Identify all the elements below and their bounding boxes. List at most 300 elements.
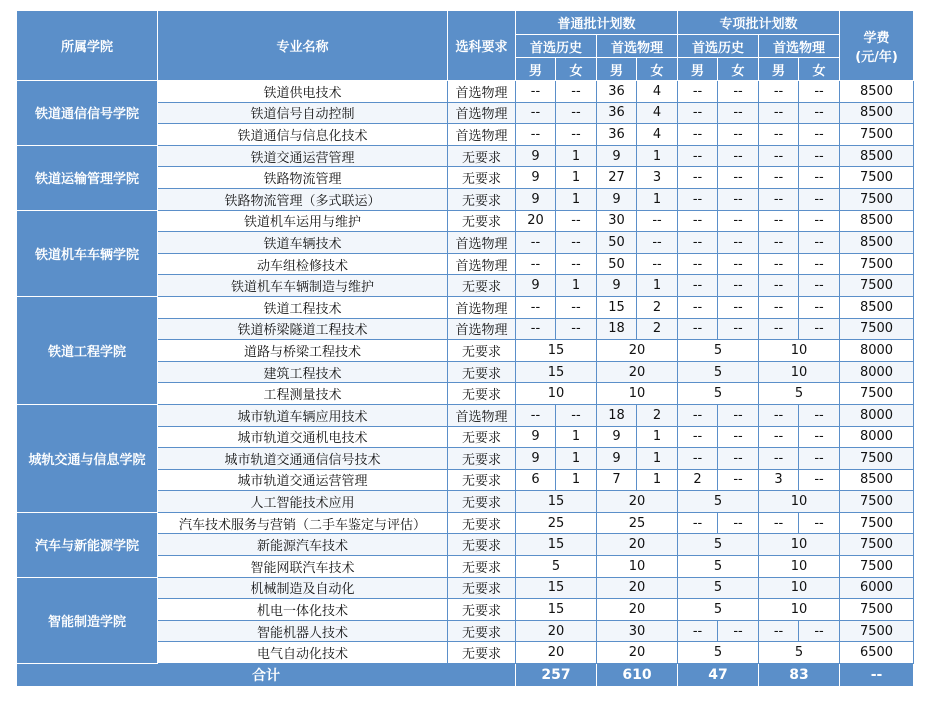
special-physics-female: -- — [799, 145, 840, 167]
general-physics-female: -- — [637, 232, 678, 254]
general-history-male: 20 — [516, 210, 556, 232]
header-tuition — [840, 11, 914, 81]
special-history-male: -- — [678, 318, 718, 340]
major-name: 城市轨道车辆应用技术 — [158, 404, 448, 426]
tuition-fee: 7500 — [840, 188, 914, 210]
major-name: 机电一体化技术 — [158, 599, 448, 621]
tuition-fee: 6500 — [840, 642, 914, 664]
special-history-female: -- — [718, 124, 759, 146]
general-history-male: 9 — [516, 275, 556, 297]
tuition-fee: 8500 — [840, 296, 914, 318]
special-physics-female: -- — [799, 253, 840, 275]
general-physics-female: 2 — [637, 296, 678, 318]
major-name: 铁道供电技术 — [158, 81, 448, 103]
subject-requirement: 首选物理 — [448, 318, 516, 340]
general-physics-female: 1 — [637, 469, 678, 491]
special-history-female: -- — [718, 253, 759, 275]
special-history-male: -- — [678, 81, 718, 103]
total-general-history: 257 — [516, 664, 597, 687]
special-history-male: -- — [678, 102, 718, 124]
general-physics-male: 50 — [597, 232, 637, 254]
special-physics-male: -- — [759, 188, 799, 210]
header-special-plan: 专项批计划数 — [678, 11, 840, 35]
tuition-fee: 7500 — [840, 620, 914, 642]
header-female: 女 — [799, 58, 840, 81]
special-history-total: 5 — [678, 642, 759, 664]
special-physics-male: -- — [759, 167, 799, 189]
college-name: 铁道通信信号学院 — [17, 81, 158, 146]
tuition-fee: 7500 — [840, 167, 914, 189]
tuition-fee: 8500 — [840, 145, 914, 167]
general-history-female: -- — [556, 81, 597, 103]
general-history-female: -- — [556, 296, 597, 318]
general-history-female: -- — [556, 318, 597, 340]
major-name: 铁道信号自动控制 — [158, 102, 448, 124]
general-history-male: 9 — [516, 188, 556, 210]
tuition-fee: 7500 — [840, 253, 914, 275]
general-history-female: -- — [556, 253, 597, 275]
special-physics-male: -- — [759, 318, 799, 340]
major-name: 城市轨道交通运营管理 — [158, 469, 448, 491]
general-history-female: -- — [556, 404, 597, 426]
subject-requirement: 首选物理 — [448, 81, 516, 103]
subject-requirement: 无要求 — [448, 491, 516, 513]
tuition-fee: 7500 — [840, 556, 914, 578]
college-name: 铁道运输管理学院 — [17, 145, 158, 210]
major-name: 动车组检修技术 — [158, 253, 448, 275]
subject-requirement: 无要求 — [448, 340, 516, 362]
special-history-total: 5 — [678, 383, 759, 405]
header-special-physics: 首选物理 — [759, 35, 840, 58]
general-physics-female: 1 — [637, 448, 678, 470]
general-history-female: 1 — [556, 167, 597, 189]
general-history-male: -- — [516, 296, 556, 318]
general-history-female: -- — [556, 124, 597, 146]
subject-requirement: 无要求 — [448, 210, 516, 232]
general-history-total: 20 — [516, 642, 597, 664]
header-female: 女 — [718, 58, 759, 81]
special-history-total: 5 — [678, 599, 759, 621]
special-history-male: -- — [678, 232, 718, 254]
major-name: 铁道通信与信息化技术 — [158, 124, 448, 146]
general-physics-male: 30 — [597, 210, 637, 232]
general-physics-male: 9 — [597, 145, 637, 167]
header-female: 女 — [556, 58, 597, 81]
general-history-male: -- — [516, 124, 556, 146]
tuition-fee: 7500 — [840, 491, 914, 513]
special-physics-male: -- — [759, 404, 799, 426]
subject-requirement: 无要求 — [448, 275, 516, 297]
tuition-fee: 7500 — [840, 318, 914, 340]
general-history-male: -- — [516, 404, 556, 426]
major-name: 道路与桥梁工程技术 — [158, 340, 448, 362]
total-label: 合计 — [17, 664, 516, 687]
tuition-fee: 7500 — [840, 275, 914, 297]
subject-requirement: 首选物理 — [448, 124, 516, 146]
total-special-physics: 83 — [759, 664, 840, 687]
college-name: 城轨交通与信息学院 — [17, 404, 158, 512]
special-physics-total: 10 — [759, 599, 840, 621]
table-footer — [17, 664, 914, 687]
general-history-total: 15 — [516, 340, 597, 362]
special-physics-total: 10 — [759, 556, 840, 578]
tuition-fee: 7500 — [840, 534, 914, 556]
tuition-fee: 8500 — [840, 102, 914, 124]
special-history-total: 5 — [678, 577, 759, 599]
general-history-male: -- — [516, 81, 556, 103]
general-physics-total: 20 — [597, 599, 678, 621]
general-history-total: 5 — [516, 556, 597, 578]
general-history-male: -- — [516, 102, 556, 124]
subject-requirement: 无要求 — [448, 534, 516, 556]
special-physics-female: -- — [799, 620, 840, 642]
special-history-male: -- — [678, 253, 718, 275]
special-history-female: -- — [718, 296, 759, 318]
special-history-female: -- — [718, 318, 759, 340]
special-physics-female: -- — [799, 232, 840, 254]
major-name: 铁路物流管理（多式联运） — [158, 188, 448, 210]
special-physics-total: 10 — [759, 340, 840, 362]
tuition-fee: 7500 — [840, 383, 914, 405]
table-row — [17, 296, 914, 318]
general-history-total: 15 — [516, 361, 597, 383]
subject-requirement: 无要求 — [448, 188, 516, 210]
header-major: 专业名称 — [158, 11, 448, 81]
general-history-female: 1 — [556, 188, 597, 210]
special-history-female: -- — [718, 512, 759, 534]
general-history-total: 15 — [516, 577, 597, 599]
general-history-male: 9 — [516, 448, 556, 470]
special-physics-female: -- — [799, 426, 840, 448]
special-history-female: -- — [718, 448, 759, 470]
total-general-physics: 610 — [597, 664, 678, 687]
special-physics-female: -- — [799, 167, 840, 189]
general-history-female: 1 — [556, 469, 597, 491]
tuition-fee: 8000 — [840, 340, 914, 362]
special-physics-female: -- — [799, 188, 840, 210]
general-history-female: 1 — [556, 448, 597, 470]
general-physics-total: 10 — [597, 556, 678, 578]
general-history-male: -- — [516, 318, 556, 340]
general-history-female: -- — [556, 102, 597, 124]
special-physics-female: -- — [799, 81, 840, 103]
major-name: 智能网联汽车技术 — [158, 556, 448, 578]
general-history-male: 9 — [516, 145, 556, 167]
special-history-female: -- — [718, 102, 759, 124]
table-row — [17, 145, 914, 167]
major-name: 汽车技术服务与营销（二手车鉴定与评估） — [158, 512, 448, 534]
special-history-male: -- — [678, 167, 718, 189]
header-subject-requirement: 选科要求 — [448, 11, 516, 81]
general-physics-total: 30 — [597, 620, 678, 642]
subject-requirement: 无要求 — [448, 383, 516, 405]
special-history-total: 5 — [678, 556, 759, 578]
general-physics-female: 3 — [637, 167, 678, 189]
subject-requirement: 无要求 — [448, 512, 516, 534]
special-physics-male: -- — [759, 448, 799, 470]
college-name: 铁道工程学院 — [17, 296, 158, 404]
general-physics-female: 4 — [637, 124, 678, 146]
special-history-male: -- — [678, 210, 718, 232]
general-history-total: 15 — [516, 534, 597, 556]
special-physics-male: -- — [759, 210, 799, 232]
special-history-female: -- — [718, 469, 759, 491]
special-history-total: 5 — [678, 491, 759, 513]
enrollment-plan-table — [16, 10, 914, 687]
special-history-male: -- — [678, 620, 718, 642]
special-history-male: -- — [678, 275, 718, 297]
general-physics-female: -- — [637, 210, 678, 232]
general-physics-total: 20 — [597, 577, 678, 599]
special-history-female: -- — [718, 145, 759, 167]
general-physics-male: 18 — [597, 404, 637, 426]
special-history-male: -- — [678, 448, 718, 470]
subject-requirement: 无要求 — [448, 167, 516, 189]
general-physics-male: 50 — [597, 253, 637, 275]
general-physics-total: 20 — [597, 361, 678, 383]
general-history-male: -- — [516, 232, 556, 254]
general-physics-female: 1 — [637, 426, 678, 448]
subject-requirement: 首选物理 — [448, 296, 516, 318]
special-history-female: -- — [718, 188, 759, 210]
general-physics-male: 18 — [597, 318, 637, 340]
special-history-male: -- — [678, 296, 718, 318]
header-male: 男 — [759, 58, 799, 81]
major-name: 铁道工程技术 — [158, 296, 448, 318]
subject-requirement: 无要求 — [448, 556, 516, 578]
general-history-female: -- — [556, 232, 597, 254]
special-physics-female: -- — [799, 404, 840, 426]
subject-requirement: 无要求 — [448, 620, 516, 642]
special-physics-female: -- — [799, 210, 840, 232]
major-name: 铁道桥梁隧道工程技术 — [158, 318, 448, 340]
general-physics-female: 4 — [637, 81, 678, 103]
college-name: 汽车与新能源学院 — [17, 512, 158, 577]
major-name: 人工智能技术应用 — [158, 491, 448, 513]
college-name: 智能制造学院 — [17, 577, 158, 663]
header-tuition-line1: 学费 — [863, 30, 890, 46]
general-history-total: 20 — [516, 620, 597, 642]
special-physics-total: 10 — [759, 361, 840, 383]
special-history-total: 5 — [678, 361, 759, 383]
general-physics-male: 36 — [597, 124, 637, 146]
special-history-female: -- — [718, 275, 759, 297]
special-physics-female: -- — [799, 102, 840, 124]
general-history-male: 9 — [516, 167, 556, 189]
special-history-male: -- — [678, 512, 718, 534]
table-row — [17, 512, 914, 534]
general-physics-total: 25 — [597, 512, 678, 534]
tuition-fee: 7500 — [840, 448, 914, 470]
special-physics-total: 5 — [759, 642, 840, 664]
special-physics-male: -- — [759, 102, 799, 124]
special-history-total: 5 — [678, 340, 759, 362]
general-physics-male: 9 — [597, 275, 637, 297]
tuition-fee: 8000 — [840, 426, 914, 448]
general-physics-female: 2 — [637, 318, 678, 340]
table-row — [17, 577, 914, 599]
subject-requirement: 首选物理 — [448, 102, 516, 124]
college-name: 铁道机车车辆学院 — [17, 210, 158, 296]
special-physics-male: -- — [759, 512, 799, 534]
tuition-fee: 8500 — [840, 469, 914, 491]
subject-requirement: 首选物理 — [448, 253, 516, 275]
general-history-male: -- — [516, 253, 556, 275]
table-row — [17, 404, 914, 426]
special-history-female: -- — [718, 426, 759, 448]
general-physics-male: 15 — [597, 296, 637, 318]
special-physics-male: -- — [759, 145, 799, 167]
subject-requirement: 无要求 — [448, 577, 516, 599]
special-physics-female: -- — [799, 512, 840, 534]
major-name: 新能源汽车技术 — [158, 534, 448, 556]
special-history-female: -- — [718, 167, 759, 189]
special-history-male: -- — [678, 188, 718, 210]
tuition-fee: 8000 — [840, 404, 914, 426]
general-history-female: -- — [556, 210, 597, 232]
header-general-history: 首选历史 — [516, 35, 597, 58]
header-male: 男 — [678, 58, 718, 81]
major-name: 电气自动化技术 — [158, 642, 448, 664]
special-history-male: -- — [678, 145, 718, 167]
special-physics-female: -- — [799, 275, 840, 297]
general-physics-male: 27 — [597, 167, 637, 189]
subject-requirement: 无要求 — [448, 469, 516, 491]
general-physics-male: 9 — [597, 188, 637, 210]
special-physics-male: -- — [759, 81, 799, 103]
tuition-fee: 8500 — [840, 210, 914, 232]
special-physics-total: 10 — [759, 577, 840, 599]
header-general-plan: 普通批计划数 — [516, 11, 678, 35]
major-name: 铁路物流管理 — [158, 167, 448, 189]
subject-requirement: 首选物理 — [448, 404, 516, 426]
general-history-female: 1 — [556, 145, 597, 167]
general-history-female: 1 — [556, 275, 597, 297]
enrollment-plan-table-container — [16, 10, 914, 687]
general-physics-male: 9 — [597, 426, 637, 448]
special-history-male: -- — [678, 426, 718, 448]
general-history-female: 1 — [556, 426, 597, 448]
subject-requirement: 首选物理 — [448, 232, 516, 254]
special-physics-male: -- — [759, 275, 799, 297]
tuition-fee: 6000 — [840, 577, 914, 599]
general-history-male: 9 — [516, 426, 556, 448]
general-history-male: 6 — [516, 469, 556, 491]
table-header — [17, 11, 914, 81]
general-physics-female: 1 — [637, 275, 678, 297]
general-history-total: 15 — [516, 599, 597, 621]
table-row — [17, 210, 914, 232]
general-physics-female: 1 — [637, 188, 678, 210]
header-general-physics: 首选物理 — [597, 35, 678, 58]
general-physics-female: 4 — [637, 102, 678, 124]
special-physics-male: -- — [759, 124, 799, 146]
header-tuition-line2: (元/年) — [855, 49, 898, 65]
special-physics-male: -- — [759, 253, 799, 275]
special-physics-total: 10 — [759, 534, 840, 556]
major-name: 机械制造及自动化 — [158, 577, 448, 599]
special-history-male: -- — [678, 404, 718, 426]
major-name: 铁道车辆技术 — [158, 232, 448, 254]
special-history-female: -- — [718, 620, 759, 642]
major-name: 城市轨道交通通信信号技术 — [158, 448, 448, 470]
subject-requirement: 无要求 — [448, 599, 516, 621]
general-physics-total: 20 — [597, 340, 678, 362]
tuition-fee: 7500 — [840, 512, 914, 534]
header-male: 男 — [516, 58, 556, 81]
special-physics-male: -- — [759, 296, 799, 318]
general-physics-total: 20 — [597, 534, 678, 556]
special-history-male: 2 — [678, 469, 718, 491]
special-physics-female: -- — [799, 469, 840, 491]
special-history-female: -- — [718, 81, 759, 103]
header-special-history: 首选历史 — [678, 35, 759, 58]
tuition-fee: 8500 — [840, 232, 914, 254]
special-physics-female: -- — [799, 318, 840, 340]
general-physics-male: 9 — [597, 448, 637, 470]
general-physics-total: 10 — [597, 383, 678, 405]
tuition-fee: 7500 — [840, 599, 914, 621]
special-history-total: 5 — [678, 534, 759, 556]
general-physics-female: -- — [637, 253, 678, 275]
general-history-total: 10 — [516, 383, 597, 405]
general-physics-total: 20 — [597, 491, 678, 513]
total-special-history: 47 — [678, 664, 759, 687]
subject-requirement: 无要求 — [448, 145, 516, 167]
major-name: 建筑工程技术 — [158, 361, 448, 383]
general-history-total: 25 — [516, 512, 597, 534]
tuition-fee: 7500 — [840, 124, 914, 146]
general-physics-female: 1 — [637, 145, 678, 167]
subject-requirement: 无要求 — [448, 642, 516, 664]
special-physics-female: -- — [799, 448, 840, 470]
special-physics-male: -- — [759, 426, 799, 448]
general-history-total: 15 — [516, 491, 597, 513]
special-physics-male: 3 — [759, 469, 799, 491]
subject-requirement: 无要求 — [448, 448, 516, 470]
special-physics-female: -- — [799, 124, 840, 146]
subject-requirement: 无要求 — [448, 361, 516, 383]
general-physics-male: 7 — [597, 469, 637, 491]
special-physics-male: -- — [759, 620, 799, 642]
major-name: 铁道机车运用与维护 — [158, 210, 448, 232]
header-male: 男 — [597, 58, 637, 81]
subject-requirement: 无要求 — [448, 426, 516, 448]
general-physics-male: 36 — [597, 102, 637, 124]
header-college: 所属学院 — [17, 11, 158, 81]
header-female: 女 — [637, 58, 678, 81]
special-history-female: -- — [718, 232, 759, 254]
table-body — [17, 81, 914, 664]
table-row — [17, 81, 914, 103]
major-name: 智能机器人技术 — [158, 620, 448, 642]
special-physics-total: 10 — [759, 491, 840, 513]
special-history-male: -- — [678, 124, 718, 146]
special-physics-total: 5 — [759, 383, 840, 405]
general-physics-male: 36 — [597, 81, 637, 103]
major-name: 铁道机车车辆制造与维护 — [158, 275, 448, 297]
general-physics-total: 20 — [597, 642, 678, 664]
special-history-female: -- — [718, 404, 759, 426]
special-physics-female: -- — [799, 296, 840, 318]
special-physics-male: -- — [759, 232, 799, 254]
major-name: 城市轨道交通机电技术 — [158, 426, 448, 448]
tuition-fee: 8500 — [840, 81, 914, 103]
major-name: 铁道交通运营管理 — [158, 145, 448, 167]
tuition-fee: 8000 — [840, 361, 914, 383]
general-physics-female: 2 — [637, 404, 678, 426]
total-tuition: -- — [840, 664, 914, 687]
